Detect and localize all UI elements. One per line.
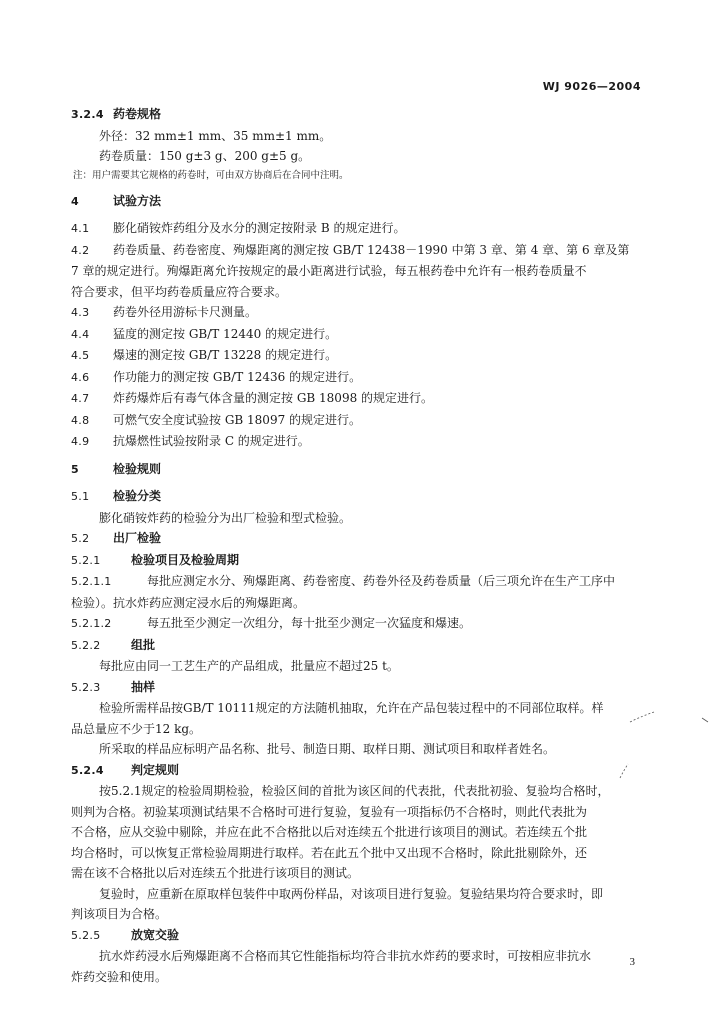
section-number: 3.2.4 xyxy=(71,108,104,121)
section-3-2-4-heading xyxy=(71,104,646,126)
clause-number: 4.6 xyxy=(71,370,90,384)
clause-5-2-5-text: 抗水炸药浸水后殉爆距离不合格而其它性能指标均符合非抗水炸药的要求时，可按相应非抗水 xyxy=(99,949,592,963)
clause-number: 5.2.5 xyxy=(71,928,101,942)
clause-text: 作功能力的测定按 GB/T 12436 的规定进行。 xyxy=(113,369,362,384)
clause-4-2 xyxy=(71,240,646,262)
clause-4-9 xyxy=(71,431,646,453)
clause-5-2-1-1-cont: 检验）。抗水炸药应测定浸水后的殉爆距离。 xyxy=(71,595,306,610)
clause-text: 每批应测定水分、殉爆距离、药卷密度、药卷外径及药卷质量（后三项允许在生产工序中 xyxy=(147,574,616,588)
clause-5-2-4-q1: 复验时，应重新在原取样包装件中取两份样品，对该项目进行复验。复验结果均符合要求时，即 xyxy=(99,886,604,901)
clause-5-2-3-text2: 所采取的样品应标明产品名称、批号、制造日期、取样日期、测试项目和取样者姓名。 xyxy=(99,742,556,756)
chapter-number: 4 xyxy=(71,194,79,208)
clause-5-2-1-heading xyxy=(71,550,646,572)
clause-number: 4.3 xyxy=(71,306,90,319)
clause-5-2-heading xyxy=(71,528,646,550)
clause-number: 4.7 xyxy=(71,392,90,405)
clause-4-7 xyxy=(71,388,646,410)
spec-note: 注：用户需要其它规格的药卷时，可由双方协商后在合同中注明。 xyxy=(73,169,349,181)
clause-5-2-4-q2: 判该项目为合格。 xyxy=(71,907,168,921)
clause-title: 判定规则 xyxy=(131,762,180,777)
clause-text: 每五批至少测定一次组分，每十批至少测定一次猛度和爆速。 xyxy=(147,616,472,630)
clause-number: 5.2.2 xyxy=(71,638,101,652)
clause-text: 药卷质量、药卷密度、殉爆距离的测定按 GB/T 12438－1990 中第 3 章、第 4 章、第 6 章及第 xyxy=(113,242,630,257)
standard-number: WJ 9026—2004 xyxy=(542,80,641,93)
clause-5-2-4-p3: 不合格，应从交验中剔除，并应在此不合格批以后对连续五个批进行该项目的测试。若连续五个批 xyxy=(71,825,588,839)
clause-5-2-5-cont: 炸药交验和使用。 xyxy=(71,969,168,984)
clause-number: 5.2.1 xyxy=(71,553,101,567)
page-content xyxy=(71,104,646,987)
clause-number: 5.2.1.1 xyxy=(71,575,112,588)
clause-5-2-2-text: 每批应由同一工艺生产的产品组成，批量应不超过25 t。 xyxy=(99,659,399,673)
clause-title: 出厂检验 xyxy=(113,531,162,545)
clause-text: 猛度的测定按 GB/T 12440 的规定进行。 xyxy=(113,326,338,341)
clause-title: 放宽交验 xyxy=(131,927,180,942)
clause-5-2-4-p1: 按5.2.1规定的检验周期检验，检验区间的首批为该区间的代表批，代表批初验、复验均合格时， xyxy=(99,784,610,798)
clause-text: 抗爆燃性试验按附录 C 的规定进行。 xyxy=(113,434,310,448)
clause-number: 5.1 xyxy=(71,490,90,503)
clause-5-2-4-p4: 均合格时，可以恢复正常检验周期进行取样。若在此五个批中又出现不合格时，除此批剔除外，还 xyxy=(71,845,588,860)
clause-text: 膨化硝铵炸药组分及水分的测定按附录 B 的规定进行。 xyxy=(113,221,406,235)
clause-number: 4.9 xyxy=(71,435,90,448)
page-number: 3 xyxy=(629,956,635,968)
clause-number: 5.2.3 xyxy=(71,680,101,694)
chapter-number: 5 xyxy=(71,462,79,476)
clause-title: 检验分类 xyxy=(113,489,162,503)
clause-number: 5.2.4 xyxy=(71,763,104,777)
clause-4-2-cont: 符合要求，但平均药卷质量应符合要求。 xyxy=(71,284,288,299)
clause-title: 抽样 xyxy=(131,679,156,694)
section-title: 药卷规格 xyxy=(113,107,162,121)
clause-5-2-4-p5: 需在该不合格批以后对连续五个批进行该项目的测试。 xyxy=(71,866,360,880)
clause-number: 4.4 xyxy=(71,327,90,341)
clause-4-1 xyxy=(71,218,646,240)
chapter-4-heading xyxy=(71,191,646,213)
clause-4-4 xyxy=(71,324,646,346)
spec-diameter: 外径：32 mm±1 mm、35 mm±1 mm。 xyxy=(99,128,332,143)
chapter-5-heading xyxy=(71,459,646,481)
chapter-title: 试验方法 xyxy=(113,193,162,208)
clause-number: 4.1 xyxy=(71,222,90,235)
clause-number: 4.5 xyxy=(71,349,90,362)
clause-5-2-3-cont: 品总量应不少于12 kg。 xyxy=(71,721,202,736)
clause-number: 5.2.1.2 xyxy=(71,617,112,630)
clause-5-2-1-2 xyxy=(71,613,646,635)
clause-4-3 xyxy=(71,302,646,324)
clause-number: 4.8 xyxy=(71,413,90,427)
clause-5-2-4-p2: 则判为合格。初验某项测试结果不合格时可进行复验，复验有一项指标仍不合格时，则此代表批为 xyxy=(71,804,588,819)
clause-text: 药卷外径用游标卡尺测量。 xyxy=(113,305,258,319)
clause-number: 4.2 xyxy=(71,243,90,257)
clause-4-2-cont: 7 章的规定进行。殉爆距离允许按规定的最小距离进行试验，每五根药卷中允许有一根药卷质量不 xyxy=(71,264,587,278)
clause-5-2-3-heading xyxy=(71,677,646,699)
clause-5-1-heading xyxy=(71,486,646,508)
clause-4-6 xyxy=(71,367,646,389)
clause-5-2-1-1 xyxy=(71,571,646,593)
spec-mass: 药卷质量：150 g±3 g、200 g±5 g。 xyxy=(99,149,311,163)
clause-text: 炸药爆炸后有毒气体含量的测定按 GB 18098 的规定进行。 xyxy=(113,391,434,405)
clause-5-2-2-heading xyxy=(71,635,646,657)
clause-4-8 xyxy=(71,410,646,432)
clause-text: 爆速的测定按 GB/T 13228 的规定进行。 xyxy=(113,348,338,362)
clause-5-1-text: 膨化硝铵炸药的检验分为出厂检验和型式检验。 xyxy=(99,510,352,525)
clause-5-2-3-text: 检验所需样品按GB/T 10111规定的方法随机抽取，允许在产品包装过程中的不同部位取样。样 xyxy=(99,701,604,715)
clause-4-5 xyxy=(71,345,646,367)
clause-title: 检验项目及检验周期 xyxy=(131,552,240,567)
clause-title: 组批 xyxy=(131,637,156,652)
clause-5-2-4-heading xyxy=(71,760,646,782)
clause-number: 5.2 xyxy=(71,532,90,545)
pen-mark-scribble xyxy=(590,700,710,780)
chapter-title: 检验规则 xyxy=(113,461,162,476)
clause-5-2-5-heading xyxy=(71,925,646,947)
clause-text: 可燃气安全度试验按 GB 18097 的规定进行。 xyxy=(113,412,362,427)
